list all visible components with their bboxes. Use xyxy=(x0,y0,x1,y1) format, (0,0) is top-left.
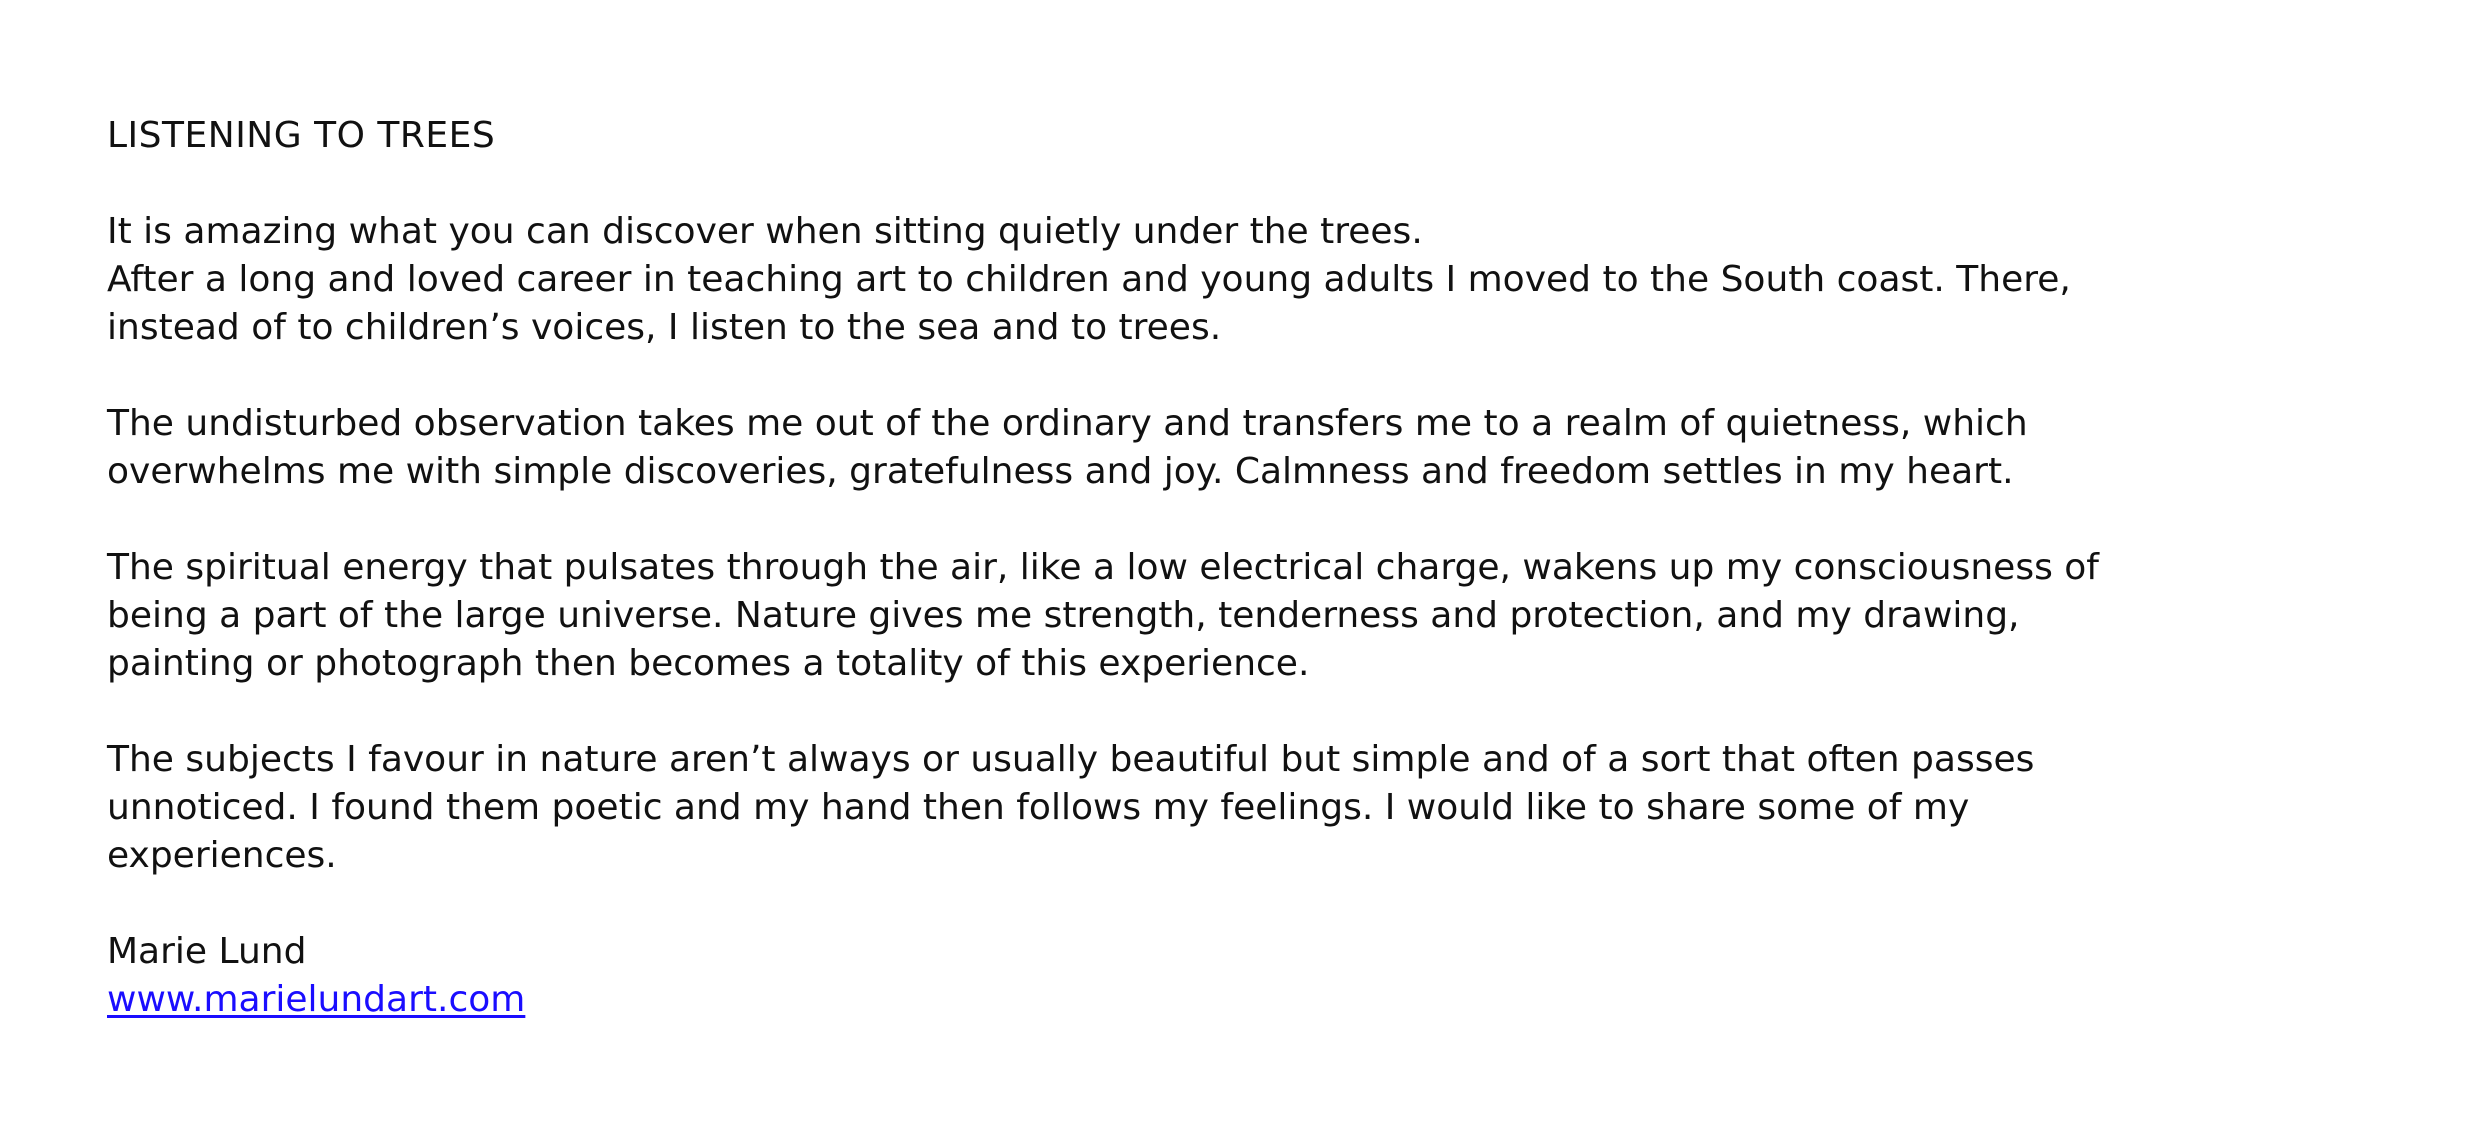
paragraph-subjects xyxy=(107,736,2437,880)
paragraph-line: After a long and loved career in teaching art to children and young adults I moved to the South coast. There, xyxy=(107,259,2071,300)
paragraph-observation xyxy=(107,400,2437,496)
paragraph-line: The spiritual energy that pulsates through the air, like a low electrical charge, wakens up my consciousness of xyxy=(107,547,2099,588)
paragraph-line: painting or photograph then becomes a totality of this experience. xyxy=(107,643,1310,684)
paragraph-line: unnoticed. I found them poetic and my hand then follows my feelings. I would like to share some of my xyxy=(107,787,1970,828)
paragraph-line: being a part of the large universe. Nature gives me strength, tenderness and protection, and my drawing, xyxy=(107,595,2020,636)
paragraph-line: The undisturbed observation takes me out of the ordinary and transfers me to a realm of quietness, which xyxy=(107,403,2028,444)
paragraph-line: It is amazing what you can discover when sitting quietly under the trees. xyxy=(107,211,1423,252)
paragraph-intro xyxy=(107,208,2437,352)
paragraph-line: The subjects I favour in nature aren’t always or usually beautiful but simple and of a sort that often passes xyxy=(107,739,2035,780)
document-title: LISTENING TO TREES xyxy=(107,115,496,156)
paragraph-line: instead of to children’s voices, I listen to the sea and to trees. xyxy=(107,307,1222,348)
document xyxy=(107,112,2437,1024)
website-link[interactable]: www.marielundart.com xyxy=(107,979,526,1020)
author-name: Marie Lund xyxy=(107,931,307,972)
paragraph-line: experiences. xyxy=(107,835,337,876)
paragraph-line: overwhelms me with simple discoveries, gratefulness and joy. Calmness and freedom settles in my heart. xyxy=(107,451,2014,492)
paragraph-spiritual-energy xyxy=(107,544,2437,688)
